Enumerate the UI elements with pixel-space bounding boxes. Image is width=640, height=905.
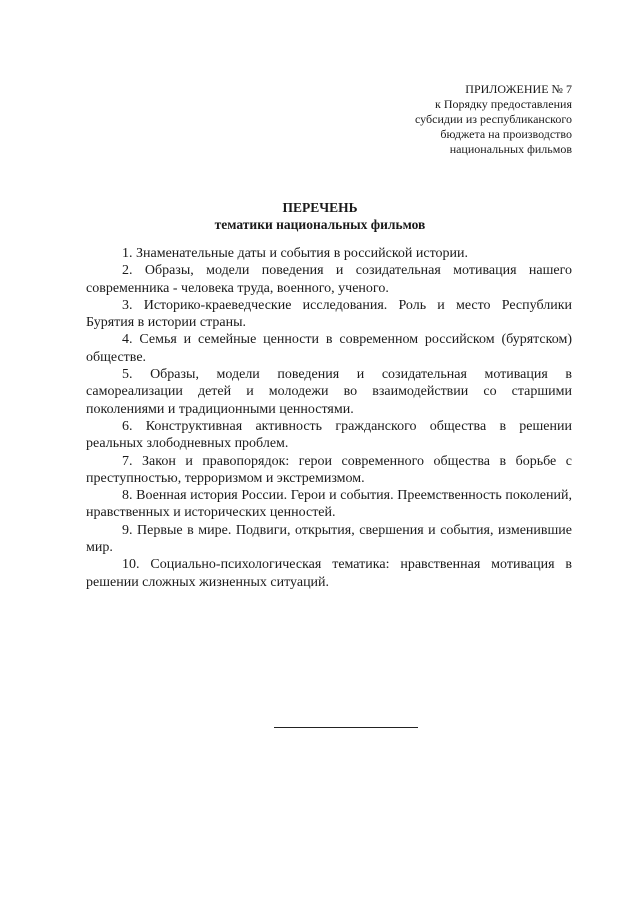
appendix-line: субсидии из республиканского — [415, 112, 572, 126]
list-item: 9. Первые в мире. Подвиги, открытия, свершения и события, изменившие мир. — [86, 522, 572, 556]
list-item: 1. Знаменательные даты и события в российской истории. — [122, 246, 469, 261]
list-item: 4. Семья и семейные ценности в современном российском (бурятском) обществе. — [86, 332, 572, 365]
document-subtitle: тематики национальных фильмов — [214, 217, 426, 232]
appendix-header — [332, 82, 572, 157]
document-heading — [0, 199, 640, 233]
document-title: ПЕРЕЧЕНЬ — [282, 200, 358, 215]
closing-rule — [274, 727, 418, 728]
list-item: 6. Конструктивная активность гражданского общества в решении реальных злободневных проблем. — [86, 418, 572, 452]
appendix-line: бюджета на производство — [440, 127, 572, 141]
list-item: 10. Социально-психологическая тематика: нравственная мотивация в решении сложных жизненных ситуаций. — [86, 557, 572, 590]
list-item: 7. Закон и правопорядок: герои современного общества в борьбе с преступностью, терроризмом и экстремизмом. — [86, 453, 572, 486]
list-item: 8. Военная история России. Герои и события. Преемственность поколений, нравственных и исторических ценностей. — [86, 488, 572, 521]
appendix-line: к Порядку предоставления — [434, 97, 572, 111]
appendix-line: ПРИЛОЖЕНИЕ № 7 — [465, 82, 572, 96]
list-item: 2. Образы, модели поведения и созидательная мотивация нашего современника - человека труда, военного, ученого. — [86, 263, 572, 296]
list-item: 5. Образы, модели поведения и созидательная мотивация в самореализации детей и молодежи во взаимодействии со старшими поколениями и традиционными ценностями. — [86, 367, 572, 417]
list-item: 3. Историко-краеведческие исследования. Роль и место Республики Бурятия в истории страны. — [86, 297, 572, 331]
theme-list — [86, 245, 572, 591]
appendix-line: национальных фильмов — [449, 142, 572, 156]
